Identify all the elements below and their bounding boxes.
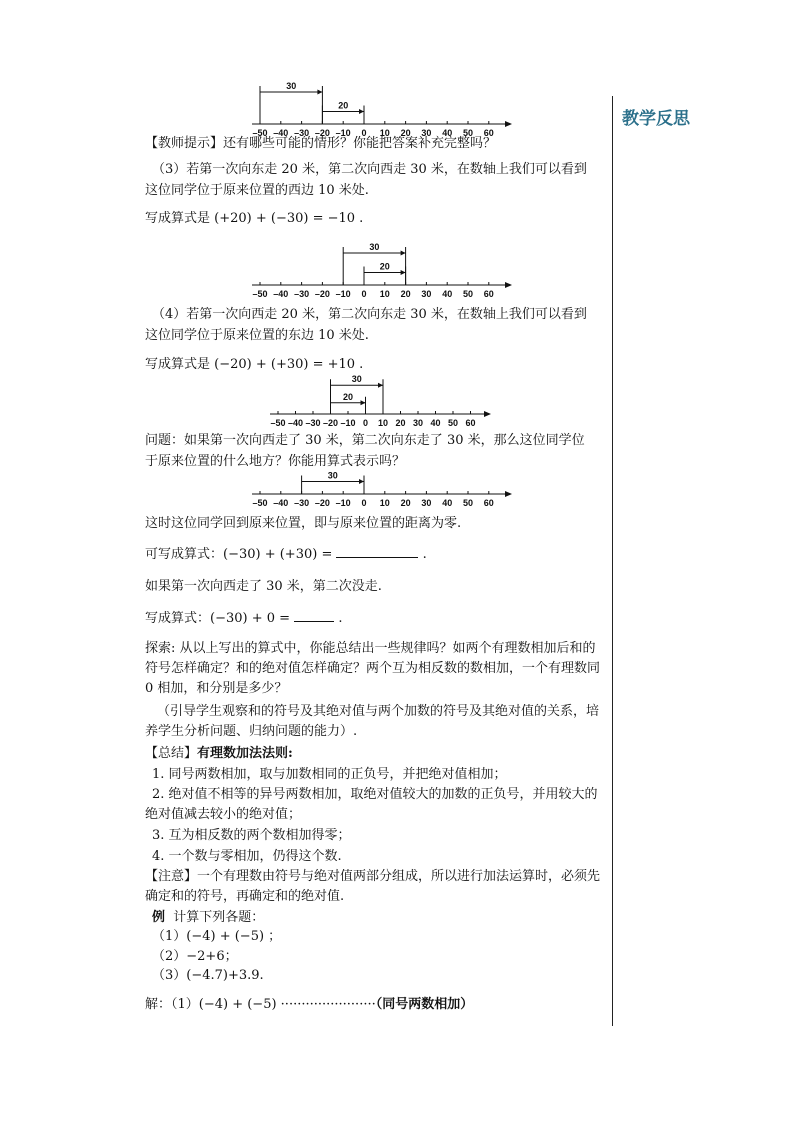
arrow-label: 30 — [369, 242, 380, 252]
arrow-label: 20 — [379, 261, 390, 272]
tick-label: –40 — [273, 498, 289, 508]
tick-label: –50 — [252, 289, 268, 299]
tick-label: –10 — [335, 498, 351, 508]
arrow-label: 30 — [327, 470, 338, 481]
tick-label: –10 — [340, 418, 356, 428]
rule-4: 4. 一个数与零相加，仍得这个数. — [152, 849, 342, 864]
tick-label: –30 — [305, 418, 321, 428]
tick-label: 10 — [379, 128, 390, 138]
tick-label: 60 — [483, 498, 494, 508]
west-30-no-move: 如果第一次向西走了 30 米，第二次没走. — [145, 579, 382, 594]
example-2: （2）−2+6； — [152, 949, 238, 964]
example-heading: 例 计算下列各题： — [152, 910, 265, 925]
case3-formula: 写成算式是 (+20) + (−30) = −10 . — [145, 211, 364, 226]
tick-label: 50 — [462, 289, 474, 299]
example-3: （3）(−4.7)+3.9. — [152, 968, 264, 983]
case4-line2: 这位同学位于原来位置的东边 10 米处. — [145, 328, 369, 343]
rule-1: 1. 同号两数相加，取与加数相同的正负号，并把绝对值相加； — [152, 767, 507, 782]
tick-label: 20 — [400, 128, 411, 138]
teacher-hint: 【教师提示】还有哪些可能的情形？你能把答案补充完整吗？ — [145, 136, 497, 151]
case4-line1: （4）若第一次向西走 20 米，第二次向东走 30 米，在数轴上我们可以看到 — [152, 307, 587, 322]
tick-label: –10 — [335, 289, 351, 299]
arrow-label: 20 — [342, 391, 354, 402]
tick-label: 30 — [421, 289, 432, 299]
tick-label: 20 — [400, 498, 411, 508]
formula-plus-zero: 写成算式：(−30) + 0 = . — [145, 607, 607, 629]
tick-label: 50 — [462, 128, 474, 138]
rule-2: 2. 绝对值不相等的异号两数相加，取绝对值较大的加数的正负号，并用较大的绝对值减去较小的绝对值； — [145, 787, 598, 822]
arrow-label: 30 — [351, 374, 362, 385]
tick-label: 50 — [462, 498, 474, 508]
tick-label: –30 — [294, 498, 310, 508]
tick-label: –20 — [314, 498, 330, 508]
tick-label: 0 — [361, 289, 367, 299]
tick-label: 20 — [395, 418, 406, 428]
tick-label: 60 — [483, 289, 494, 299]
tick-label: 60 — [483, 128, 494, 138]
tick-label: –40 — [273, 128, 289, 138]
rule-3: 3. 互为相反数的两个数相加得零； — [152, 828, 351, 843]
tick-label: 40 — [442, 498, 453, 508]
tick-label: 40 — [442, 289, 453, 299]
arrow-label: 30 — [286, 81, 297, 91]
blank-answer-2[interactable] — [294, 607, 334, 622]
tick-label: 10 — [377, 418, 389, 428]
tick-label: –50 — [252, 498, 268, 508]
tick-label: –50 — [252, 128, 268, 138]
answer-return: 这时这位同学回到原来位置，即与原来位置的距离为零. — [145, 516, 462, 531]
arrow-label: 20 — [338, 100, 349, 111]
tick-label: –40 — [273, 289, 289, 299]
tick-label: –10 — [335, 128, 351, 138]
displacement-arrow — [302, 471, 364, 495]
tick-label: 60 — [465, 418, 476, 428]
sidebar-title: 教学反思 — [622, 109, 690, 129]
tick-label: 30 — [421, 128, 432, 138]
solution-line: 解：（1）(−4) + (−5) ·······················（同号两数相加） — [145, 997, 474, 1012]
tick-label: 40 — [430, 418, 441, 428]
tick-label: 40 — [442, 128, 453, 138]
tick-label: 10 — [379, 498, 390, 508]
tick-label: 30 — [412, 418, 424, 428]
question-line2: 于原来位置的什么地方？你能用算式表示吗？ — [145, 454, 406, 469]
case3-line2: 这位同学位于原来位置的西边 10 米处. — [145, 183, 369, 198]
tick-label: 0 — [361, 498, 367, 508]
blank-answer-1[interactable] — [336, 543, 418, 558]
tick-label: 30 — [421, 498, 432, 508]
tick-label: –20 — [314, 289, 330, 299]
tick-label: –40 — [287, 418, 304, 428]
tick-label: 0 — [362, 418, 369, 428]
case3-line1: （3）若第一次向东走 20 米，第二次向西走 30 米，在数轴上我们可以看到 — [152, 162, 587, 177]
explore-paragraph: 探索: 从以上写出的算式中，你能总结出一些规律吗？如两个有理数相加后和的符号怎样确定？和的绝对值怎样确定？两个互为相反数的数相加，一个有理数同 0 相加，和分别是多少？ — [145, 641, 601, 696]
tick-label: –20 — [322, 418, 339, 428]
tick-label: –20 — [314, 128, 330, 138]
question-line1: 问题：如果第一次向西走了 30 米，第二次向东走了 30 米，那么这位同学位 — [145, 433, 585, 448]
tick-label: –30 — [294, 128, 310, 138]
example-1: （1）(−4) + (−5) ； — [152, 929, 282, 944]
tick-label: 10 — [379, 289, 390, 299]
tick-label: –50 — [270, 418, 286, 428]
guide-paragraph: （引导学生观察和的符号及其绝对值与两个加数的符号及其绝对值的关系，培养学生分析问题、归纳问题的能力）. — [145, 704, 600, 739]
note-paragraph: 【注意】一个有理数由符号与绝对值两部分组成，所以进行加法运算时，必须先确定和的符号，再确定和的绝对值. — [145, 869, 601, 904]
case4-formula: 写成算式是 (−20) + (+30) = +10 . — [145, 357, 364, 372]
summary-heading: 【总结】有理数加法法则: — [145, 746, 293, 761]
tick-label: 20 — [400, 289, 411, 299]
formula-zero: 可写成算式：(−30) + (+30) = . — [145, 543, 607, 565]
tick-label: 0 — [361, 128, 367, 138]
tick-label: –30 — [294, 289, 310, 299]
tick-label: 50 — [447, 418, 459, 428]
